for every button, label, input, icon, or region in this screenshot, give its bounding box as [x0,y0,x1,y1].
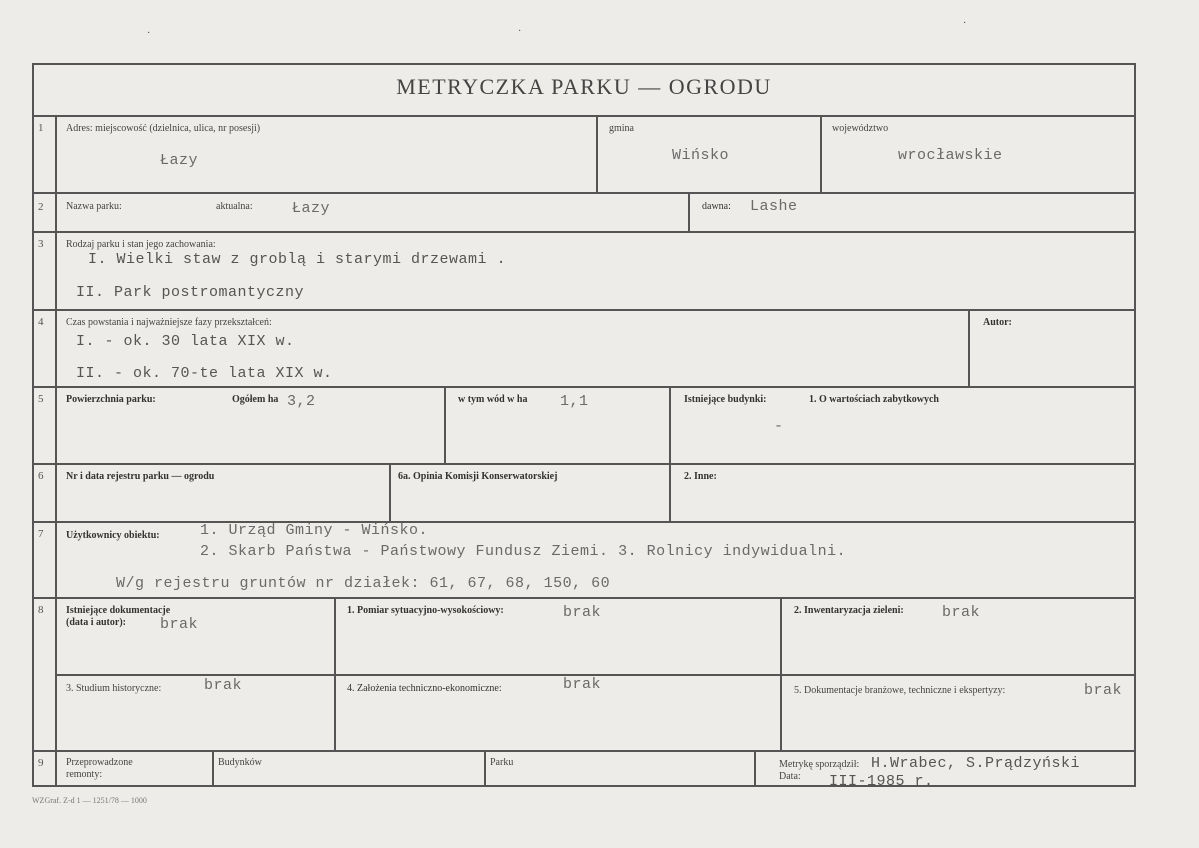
print-footer: WZGraf. Z-d 1 — 1251/78 — 1000 [32,796,147,805]
date-value: III-1985 r. [829,773,934,790]
conservation-opinion-label: 6a. Opinia Komisji Konserwatorskiej [398,471,558,482]
tech-econ-label: 4. Założenia techniczno-ekonomiczne: [347,683,502,694]
row-number: 7 [38,528,44,540]
repairs-label: Przeprowadzone [66,757,133,768]
author-label: Autor: [983,317,1012,328]
register-label: Nr i data rejestru parku — ogrodu [66,471,215,482]
form-title: METRYCZKA PARKU — OGRODU [396,74,772,99]
prepared-by-value: H.Wrabec, S.Prądzyński [871,755,1081,772]
park-name-label: Nazwa parku: [66,201,122,212]
prepared-by-label: Metrykę sporządził: [779,759,860,770]
park-repairs-label: Parku [490,757,514,768]
row-number: 8 [38,604,44,616]
heritage-buildings-value: - [774,418,784,435]
address-label: Adres: miejscowość (dzielnica, ulica, nr posesji) [66,123,261,134]
plot-numbers-line: W/g rejestru gruntów nr działek: 61, 67, 68, 150, 60 [116,575,611,592]
row-number: 2 [38,201,44,213]
historical-study-value: brak [204,677,243,694]
current-name-value: Łazy [292,200,331,217]
existing-docs-value: brak [160,616,199,633]
voivodeship-value: wrocławskie [898,147,1003,164]
users-line-1: 1. Urząd Gminy - Wińsko. [200,522,429,539]
water-area-label: w tym wód w ha [458,394,528,405]
branch-docs-label: 5. Dokumentacje branżowe, techniczne i ekspertyzy: [794,685,1006,696]
other-label: 2. Inne: [684,471,717,482]
punch-mark: · [963,18,967,29]
origin-label: Czas powstania i najważniejsze fazy przekształceń: [66,317,272,328]
address-value: Łazy [160,152,199,169]
row-number: 6 [38,470,44,482]
water-area-value: 1,1 [560,393,589,410]
total-area-value: 3,2 [287,393,316,410]
greenery-inventory-value: brak [942,604,981,621]
users-label: Użytkownicy obiektu: [66,530,160,541]
row-number: 1 [38,122,44,134]
current-name-label: aktualna: [216,201,253,212]
former-name-label: dawna: [702,201,731,212]
voivodeship-label: województwo [832,123,889,134]
total-area-label: Ogółem ha [232,394,279,405]
survey-label: 1. Pomiar sytuacyjno-wysokościowy: [347,605,504,616]
punch-mark: · [147,28,151,39]
existing-docs-label-2: (data i autor): [66,617,126,628]
repairs-label-2: remonty: [66,769,103,780]
branch-docs-value: brak [1084,682,1123,699]
historical-study-label: 3. Studium historyczne: [66,683,162,694]
greenery-inventory-label: 2. Inwentaryzacja zieleni: [794,605,904,616]
row-number: 5 [38,393,44,405]
heritage-buildings-label: 1. O wartościach zabytkowych [809,394,939,405]
gmina-value: Wińsko [672,147,730,164]
park-area-label: Powierzchnia parku: [66,394,156,405]
park-type-line-2: II. Park postromantyczny [76,284,305,301]
tech-econ-value: brak [563,676,602,693]
buildings-repairs-label: Budynków [218,757,262,768]
gmina-label: gmina [609,123,634,134]
date-label: Data: [779,771,801,782]
row-number: 4 [38,316,44,328]
row-number: 3 [38,238,44,250]
users-line-2: 2. Skarb Państwa - Państwowy Fundusz Ziemi. 3. Rolnicy indywidualni. [200,543,847,560]
former-name-value: Lashe [750,198,798,215]
park-type-line-1: I. Wielki staw z groblą i starymi drzewami . [88,251,507,268]
punch-mark: · [518,26,522,37]
origin-line-2: II. - ok. 70-te lata XIX w. [76,365,333,382]
existing-docs-label: Istniejące dokumentacje [66,605,171,616]
survey-value: brak [563,604,602,621]
origin-line-1: I. - ok. 30 lata XIX w. [76,333,295,350]
park-type-label: Rodzaj parku i stan jego zachowania: [66,239,216,250]
row-number: 9 [38,757,44,769]
existing-buildings-label: Istniejące budynki: [684,394,767,405]
